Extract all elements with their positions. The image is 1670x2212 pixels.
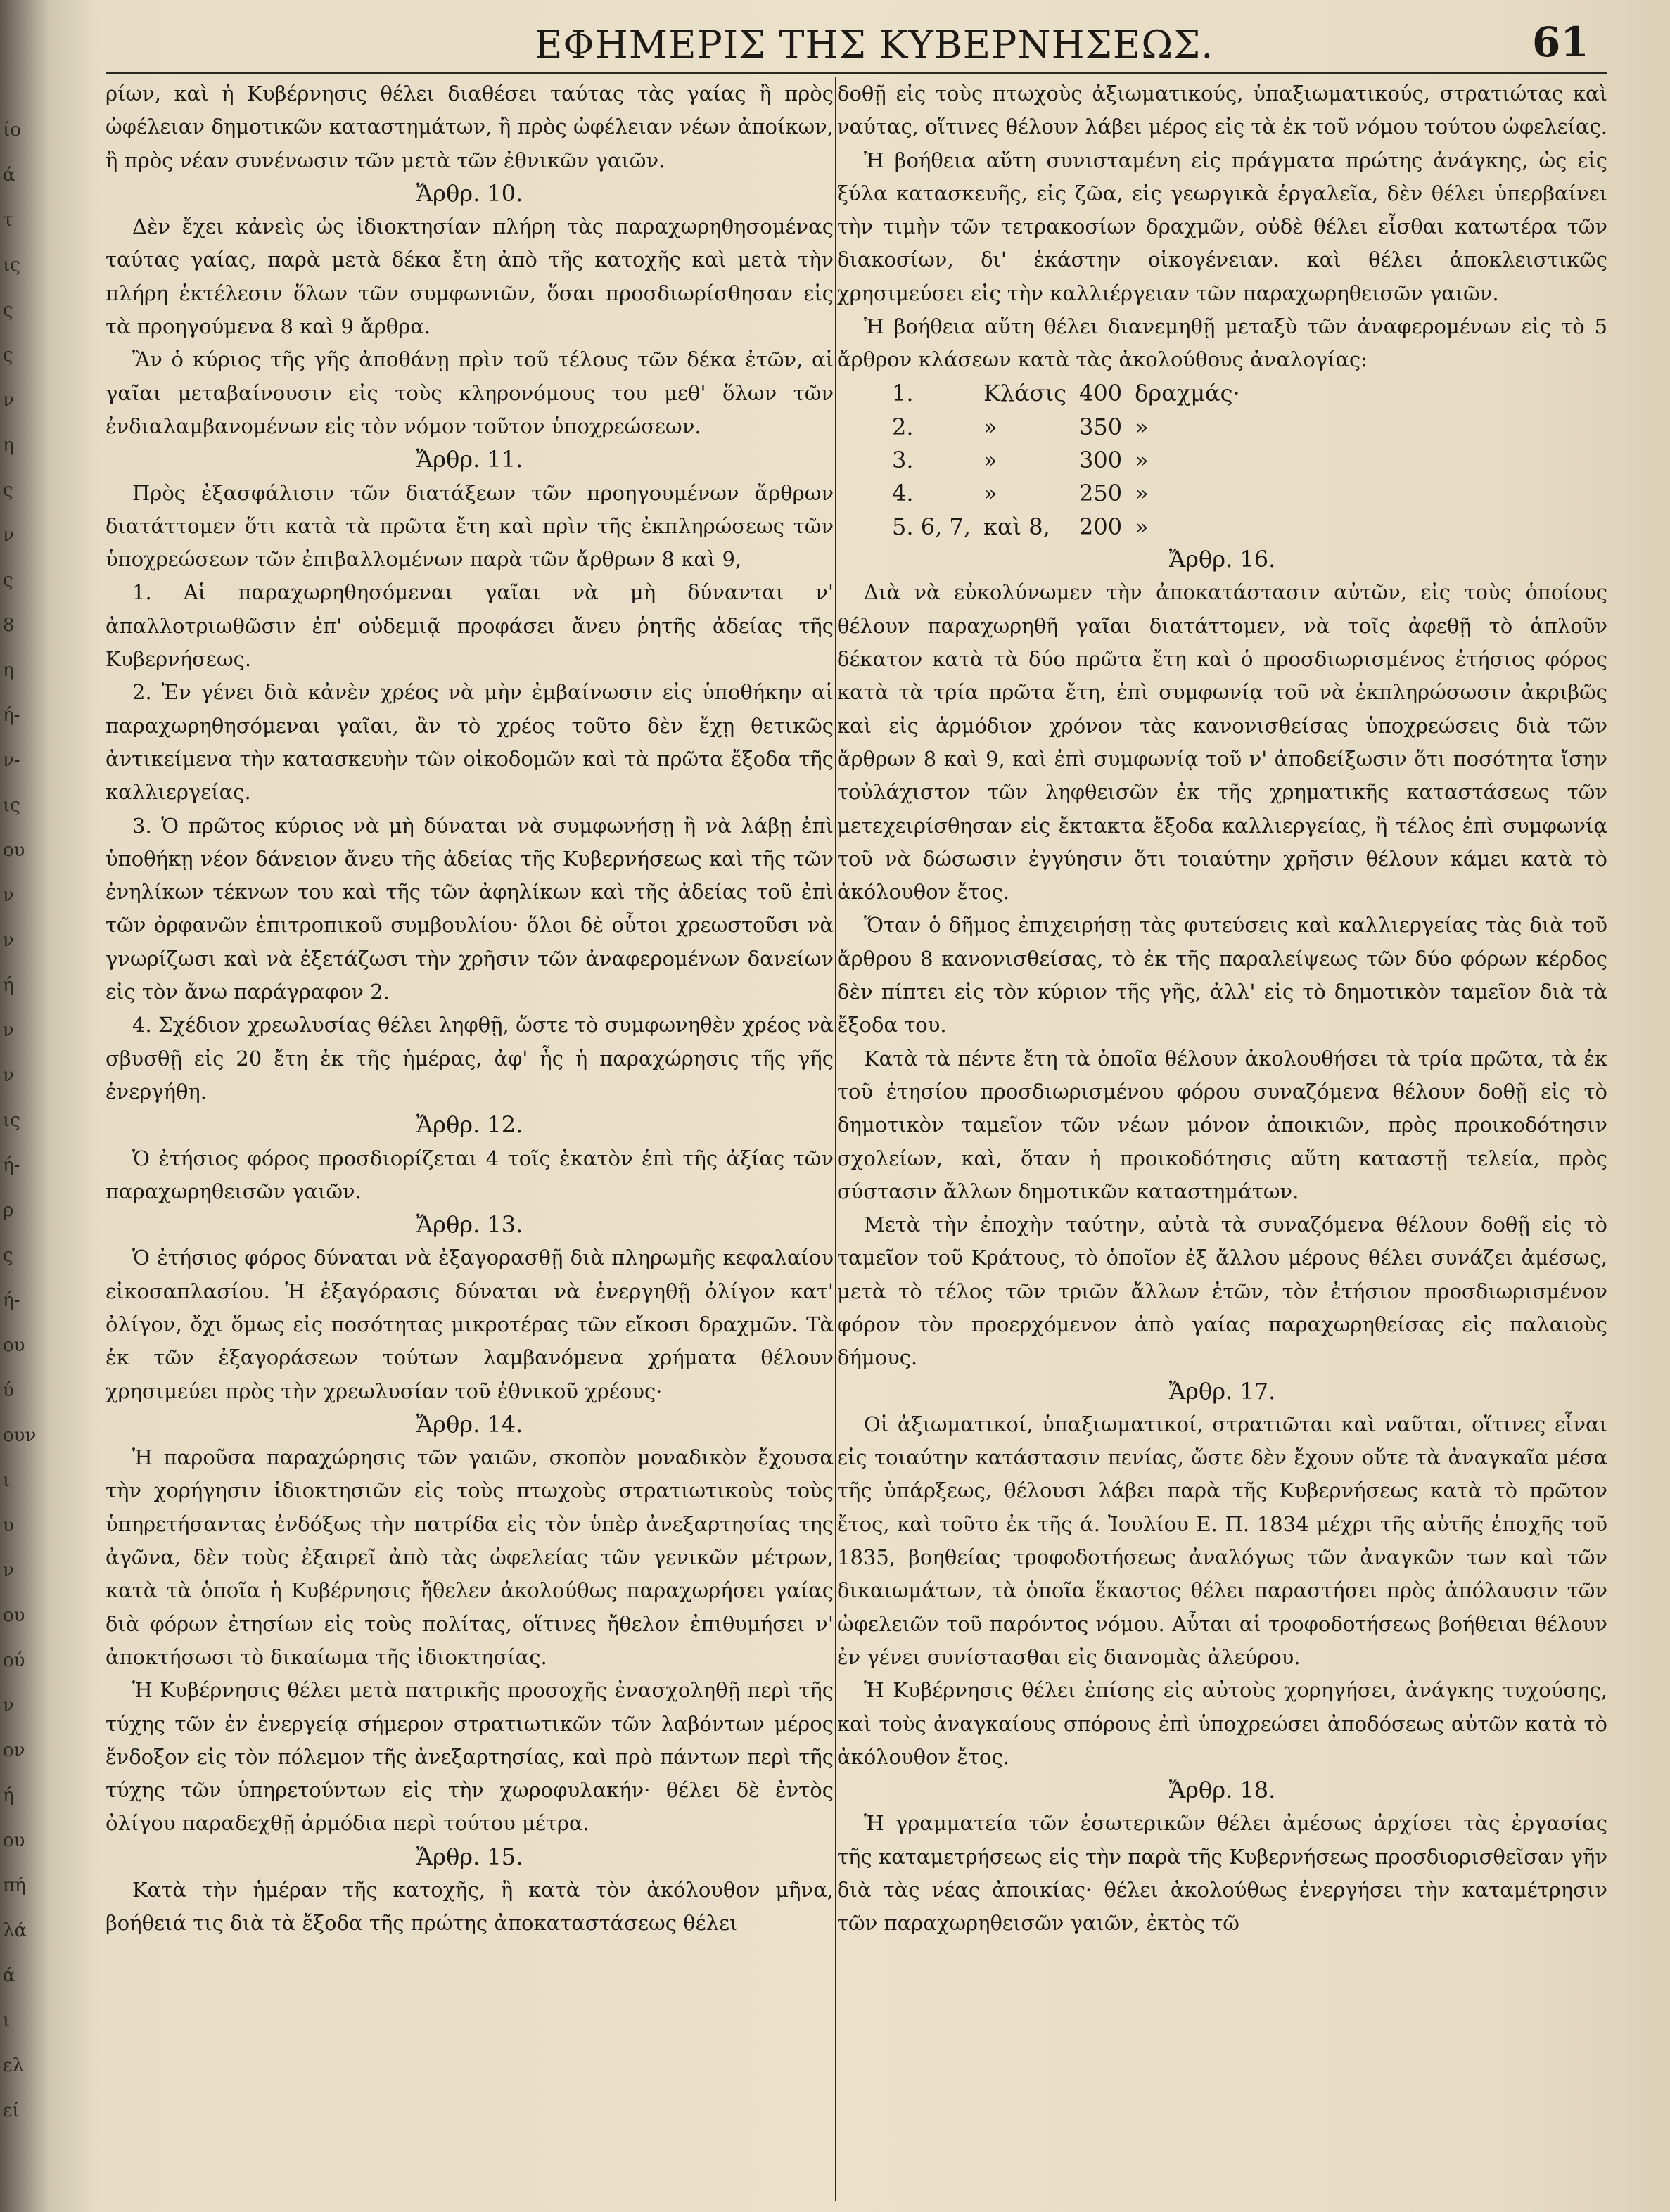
margin-fragment: ι — [3, 2010, 11, 2031]
rate-unit: » — [1135, 480, 1149, 507]
header-rule — [106, 72, 1607, 74]
right-column — [837, 77, 1607, 1941]
margin-fragment: ς — [3, 1245, 13, 1266]
rate-row — [892, 510, 1253, 543]
paragraph: Ἂν ὁ κύριος τῆς γῆς ἀποθάνῃ πρὶν τοῦ τέλους τῶν δέκα ἐτῶν, αἱ γαῖαι μεταβαίνουσιν εἰς τοὺς κληρονόμους του μεθ' ὅλων τῶν ἐνδιαλαμβανομένων εἰς τὸν νόμον τοῦτον ὑποχρεώσεων. — [106, 347, 834, 438]
rate-label: καὶ 8, — [983, 513, 1050, 540]
rate-num: 3. — [892, 446, 914, 473]
margin-fragment: 8 — [3, 615, 15, 636]
margin-fragment: ις — [3, 1110, 20, 1131]
article-heading: Ἄρθρ. 10. — [416, 179, 523, 207]
margin-fragment: ι — [3, 1470, 11, 1491]
article-heading: Ἄρθρ. 18. — [1168, 1777, 1276, 1804]
rates-table — [892, 377, 1253, 543]
margin-fragment: ά — [3, 165, 15, 186]
paragraph: Ἡ βοήθεια αὕτη συνισταμένη εἰς πράγματα πρώτης ἀνάγκης, ὡς εἰς ξύλα κατασκευῆς, εἰς ζῶα, εἰς γεωργικὰ ἐργαλεῖα, δὲν θέλει ὑπερβαίνει τὴν τιμὴν τῶν τετρακοσίων δραχμῶν, οὐδὲ θέλει εἶσθαι κατωτέρα τῶν διακοσίων, δι' ἑκάστην οἰκογένειαν. καὶ θέλει ἀποκλειστικῶς χρησιμεύσει εἰς τὴν καλλιέργειαν τῶν παραχωρηθεισῶν γαιῶν. — [837, 148, 1607, 305]
rate-label: Κλάσις — [983, 380, 1067, 407]
paragraph-continuation: ρίων, καὶ ἡ Κυβέρνησις θέλει διαθέσει ταύτας τὰς γαίας ἢ πρὸς ὠφέλειαν δημοτικῶν καταστημάτων, ἢ πρὸς ὠφέλειαν νέων ἀποίκων, ἢ πρὸς νέαν συνένωσιν τῶν μετὰ τῶν ἐθνικῶν γαιῶν. — [106, 82, 834, 172]
margin-fragment: ου — [3, 840, 25, 861]
margin-fragment: ς — [3, 345, 13, 366]
paragraph: Ὁ ἐτήσιος φόρος προσδιορίζεται 4 τοῖς ἑκατὸν ἐπὶ τῆς ἀξίας τῶν παραχωρηθεισῶν γαιῶν. — [106, 1146, 834, 1203]
page-number: 61 — [1532, 18, 1589, 66]
rate-row — [892, 443, 1253, 476]
paragraph: 2. Ἐν γένει διὰ κἀνὲν χρέος νὰ μὴν ἐμβαίνωσιν εἰς ὑποθήκην αἱ παραχωρηθησόμεναι γαῖαι, ἂν τὸ χρέος τοῦτο δὲν ἔχῃ θετικῶς ἀντικείμενα τὴν κατασκευὴν τῶν οἰκοδομῶν καὶ τὰ πρῶτα ἔξοδα τῆς καλλιεργείας. — [106, 680, 834, 805]
paragraph-continuation: δοθῇ εἰς τοὺς πτωχοὺς ἀξιωματικούς, ὑπαξιωματικούς, στρατιώτας καὶ ναύτας, οἵτινες θέλουν λάβει μέρος εἰς τὰ ἐκ τοῦ νόμου τούτου ὠφελείας. — [837, 82, 1607, 139]
rate-amount: 250 — [1079, 480, 1123, 507]
margin-fragment: ή- — [3, 1290, 20, 1311]
rate-num: 4. — [892, 480, 914, 507]
rate-amount: 400 — [1079, 380, 1123, 407]
margin-fragment: ς — [3, 480, 13, 501]
paragraph: Ἡ Κυβέρνησις θέλει ἐπίσης εἰς αὐτοὺς χορηγήσει, ἀνάγκης τυχούσης, καὶ τοὺς ἀναγκαίους σπόρους ἐπὶ ὑποχρεώσει ἀποδόσεως αὐτῶν κατὰ τὸ ἀκόλουθον ἔτος. — [837, 1678, 1607, 1769]
margin-fragment: ν — [3, 885, 14, 906]
margin-fragment: ύ — [3, 1380, 14, 1401]
article-heading: Ἄρθρ. 15. — [416, 1843, 523, 1870]
paragraph: Ἡ γραμματεία τῶν ἐσωτερικῶν θέλει ἀμέσως ἀρχίσει τὰς ἐργασίας τῆς καταμετρήσεως εἰς τὴν παρὰ τῆς Κυβερνήσεως προσδιορισθεῖσαν γῆν διὰ τὰς νέας ἀποικίας· θέλει ἀκολούθως ἐνεργήσει τὴν καταμέτρησιν τῶν παραχωρηθεισῶν γαιῶν, ἐκτὸς τῶ — [837, 1811, 1607, 1936]
margin-fragment: ου — [3, 1830, 25, 1851]
left-column — [106, 77, 834, 1941]
paragraph: Κατὰ τὰ πέντε ἔτη τὰ ὁποῖα θέλουν ἀκολουθήσει τὰ τρία πρῶτα, τὰ ἐκ τοῦ ἐτησίου προσδιωρισμένου φόρου συναζόμενα θέλουν δοθῇ εἰς τὸ δημοτικὸν ταμεῖον τῶν νέων μόνον ἀποικιῶν, πρὸς προικοδότησιν σχολείων, καὶ, ὅταν ἡ προικοδότησις αὕτη καταστῇ τελεία, πρὸς σύστασιν ἄλλων δημοτικῶν καταστημάτων. — [837, 1046, 1607, 1203]
margin-fragment: εί — [3, 2100, 20, 2121]
paragraph: 1. Αἱ παραχωρηθησόμεναι γαῖαι νὰ μὴ δύνανται ν' ἀπαλλοτριωθῶσιν ἐπ' οὐδεμιᾷ προφάσει ἄνευ ῥητῆς ἀδείας τῆς Κυβερνήσεως. — [106, 580, 834, 672]
margin-fragment: ν — [3, 1065, 14, 1086]
right-column-upper — [837, 77, 1607, 377]
margin-fragment: ς — [3, 300, 13, 321]
margin-fragment: ις — [3, 795, 20, 816]
margin-fragment: πή — [3, 1875, 26, 1896]
margin-fragment: ις — [3, 255, 20, 276]
paragraph: Οἱ ἀξιωματικοί, ὑπαξιωματικοί, στρατιῶται καὶ ναῦται, οἵτινες εἶναι εἰς τοιαύτην κατάστασιν πενίας, ὥστε δὲν ἔχουν οὔτε τὰ ἀναγκαῖα μέσα τῆς ὑπάρξεως, θέλουσι λάβει παρὰ τῆς Κυβερνήσεως κατὰ τὸ πρῶτον ἔτος, καὶ τοῦτο ἐκ τῆς ά. Ἰουλίου Ε. Π. 1834 μέχρι τῆς αὐτῆς ἐποχῆς τοῦ 1835, βοηθείας τροφοδοτήσεως ἀναλόγως τῶν ἀναγκῶν των καὶ τῶν δικαιωμάτων, τὰ ὁποῖα ἕκαστος θέλει παραστήσει πρὸς ἀπόλαυσιν τῶν ὠφελειῶν τοῦ παρόντος νόμου. Αὗται αἱ τροφοδοτήσεως βοήθειαι θέλουν ἐν γένει συνίστασθαι εἰς διανομὰς ἀλεύρου. — [837, 1412, 1607, 1669]
margin-fragment: ού — [3, 1650, 25, 1671]
rate-unit: » — [1135, 513, 1149, 540]
rate-row — [892, 410, 1253, 443]
paragraph: 4. Σχέδιον χρεωλυσίας θέλει ληφθῇ, ὥστε τὸ συμφωνηθὲν χρέος νὰ σβυσθῇ εἰς 20 ἔτη ἐκ τῆς ἡμέρας, ἀφ' ἧς ἡ παραχώρησις τῆς γῆς ἐνεργήθη. — [106, 1013, 834, 1104]
margin-fragment: η — [3, 660, 14, 681]
article-heading: Ἄρθρ. 13. — [416, 1211, 523, 1239]
rate-label: » — [983, 446, 997, 473]
paragraph: Διὰ νὰ εὐκολύνωμεν τὴν ἀποκατάστασιν αὐτῶν, εἰς τοὺς ὁποίους θέλουν παραχωρηθῆ γαῖαι διατάττομεν, νὰ τοῖς ἀφεθῇ τὸ ἁπλοῦν δέκατον κατὰ τὰ δύο πρῶτα ἔτη καὶ ὁ προσδιωρισμένος ἐτήσιος φόρος κατὰ τὰ τρία πρῶτα ἔτη, ἐπὶ συμφωνίᾳ τοῦ νὰ ἐκπληρώσωσιν ἀκριβῶς καὶ εἰς ἁρμόδιον χρόνον τὰς κανονισθείσας ὑποχρεώσεις διὰ τῶν ἄρθρων 8 καὶ 9, καὶ ἐπὶ συμφωνίᾳ τοῦ ν' ἀποδείξωσιν ὅτι ποσότητα ἴσην τοὐλάχιστον τῶν ληφθεισῶν ἐκ τῆς χρηματικῆς καταστάσεως τῶν μετεχειρίσθησαν εἰς ἔκτακτα ἔξοδα καλλιεργείας, ἢ τέλος ἐπὶ συμφωνίᾳ τοῦ νὰ δώσωσιν ἐγγύησιν ὅτι τοιαύτην χρῆσιν θέλουν κάμει κατὰ τὸ ἀκόλουθον ἔτος. — [837, 580, 1607, 904]
rate-amount: 300 — [1079, 446, 1123, 473]
margin-fragment: ν — [3, 390, 14, 411]
rate-unit: » — [1135, 413, 1149, 440]
margin-fragment: ου — [3, 1335, 25, 1356]
margin-fragment: ν — [3, 1020, 14, 1041]
margin-fragment: ον — [3, 1740, 25, 1761]
left-margin-fragments — [0, 0, 42, 2212]
margin-fragment: ή — [3, 1785, 14, 1806]
rate-num: 5. 6, 7, — [892, 513, 971, 540]
paragraph: Ἡ βοήθεια αὕτη θέλει διανεμηθῇ μεταξὺ τῶν ἀναφερομένων εἰς τὸ 5 ἄρθρον κλάσεων κατὰ τὰς ἀκολούθους ἀναλογίας: — [837, 314, 1607, 372]
rate-num: 2. — [892, 413, 914, 440]
margin-fragment: η — [3, 435, 14, 456]
margin-fragment: ν- — [3, 750, 20, 771]
paragraph: Ἡ παροῦσα παραχώρησις τῶν γαιῶν, σκοπὸν μοναδικὸν ἔχουσα τὴν χορήγησιν ἰδιοκτησιῶν εἰς τοὺς πτωχοὺς στρατιωτικοὺς τοὺς ὑπηρετήσαντας ἐνδόξως τὴν πατρίδα εἰς τὸν ὑπὲρ ἀνεξαρτησίας της ἀγῶνα, δὲν τοὺς ἐξαιρεῖ ἀπὸ τὰς ὠφελείας τῶν γενικῶν μέτρων, κατὰ τὰ ὁποῖα ἡ Κυβέρνησις ἤθελεν ἀκολούθως παραχωρήσει γαίας διὰ φόρων ἐτησίων εἰς τοὺς πολίτας, οἵτινες ἤθελον ἐπιθυμήσει ν' ἀποκτήσωσι τὸ δικαίωμα τῆς ἰδιοκτησίας. — [106, 1445, 834, 1669]
margin-fragment: ουν — [3, 1425, 37, 1446]
rate-label: » — [983, 480, 997, 507]
margin-fragment: υ — [3, 1515, 14, 1536]
margin-fragment: ρ — [3, 1200, 14, 1221]
rate-unit: δραχμάς· — [1135, 380, 1240, 407]
margin-fragment: ελ — [3, 2055, 24, 2076]
margin-fragment: ς — [3, 570, 13, 591]
margin-fragment: ή- — [3, 1155, 20, 1176]
paragraph: Πρὸς ἐξασφάλισιν τῶν διατάξεων τῶν προηγουμένων ἄρθρων διατάττομεν ὅτι κατὰ τὰ πρῶτα ἔτη καὶ πρὶν τῆς ἐκπληρώσεως τῶν ὑποχρεώσεων τῶν ἐπιβαλλομένων παρὰ τῶν ἄρθρων 8 καὶ 9, — [106, 480, 834, 572]
rate-row — [892, 477, 1253, 510]
paragraph: Δὲν ἔχει κἀνεὶς ὡς ἰδιοκτησίαν πλήρη τὰς παραχωρηθησομένας ταύτας γαίας, παρὰ μετὰ δέκα ἔτη ἀπὸ τῆς κατοχῆς καὶ μετὰ τὴν πλήρη ἐκτέλεσιν ὅλων τῶν συμφωνιῶν, ὅσαι προσδιωρίσθησαν εἰς τὰ προηγούμενα 8 καὶ 9 ἄρθρα. — [106, 215, 834, 339]
margin-fragment: ου — [3, 1605, 25, 1626]
article-heading: Ἄρθρ. 12. — [416, 1111, 523, 1139]
article-heading: Ἄρθρ. 17. — [1168, 1377, 1276, 1405]
margin-fragment: ν — [3, 1560, 14, 1581]
column-divider — [835, 77, 836, 2201]
article-heading: Ἄρθρ. 14. — [416, 1410, 523, 1438]
margin-fragment: λά — [3, 1920, 27, 1941]
rate-unit: » — [1135, 446, 1149, 473]
margin-fragment: ν — [3, 525, 14, 546]
margin-fragment: τ — [3, 210, 13, 231]
paragraph: Ὁ ἐτήσιος φόρος δύναται νὰ ἐξαγορασθῇ διὰ πληρωμῆς κεφαλαίου εἰκοσαπλασίου. Ἡ ἐξαγόρασις δύναται νὰ ἐνεργηθῇ ὀλίγον κατ' ὀλίγον, ὄχι ὅμως εἰς ποσότητας μικροτέρας τῶν εἴκοσι δραχμῶν. Τὰ ἐκ τῶν ἐξαγοράσεων τούτων λαμβανόμενα χρήματα θέλουν χρησιμεύει πρὸς τὴν χρεωλυσίαν τοῦ ἐθνικοῦ χρέους· — [106, 1246, 834, 1403]
rate-row — [892, 377, 1253, 410]
rate-label: » — [983, 413, 997, 440]
page-header-title: ΕΦΗΜΕΡΙΣ ΤΗΣ ΚΥΒΕΡΝΗΣΕΩΣ. — [535, 23, 1214, 67]
margin-fragment: ή- — [3, 705, 20, 726]
rate-num: 1. — [892, 380, 914, 407]
right-column-lower — [837, 543, 1607, 1940]
margin-fragment: ν — [3, 1695, 14, 1716]
margin-fragment: ίο — [3, 120, 21, 141]
paragraph: Ἡ Κυβέρνησις θέλει μετὰ πατρικῆς προσοχῆς ἐνασχοληθῇ περὶ τῆς τύχης τῶν ἐν ἐνεργείᾳ σήμερον στρατιωτικῶν τῶν λαβόντων μέρος ἔνδοξον εἰς τὸν πόλεμον τῆς ἀνεξαρτησίας, καὶ πρὸ πάντων περὶ τῆς τύχης τῶν ὑπηρετούντων εἰς τὴν χωροφυλακήν· θέλει δὲ ἐντὸς ὀλίγου παραδεχθῇ ἁρμόδια περὶ τούτου μέτρα. — [106, 1678, 834, 1836]
paragraph: Ὅταν ὁ δῆμος ἐπιχειρήσῃ τὰς φυτεύσεις καὶ καλλιεργείας τὰς διὰ τοῦ ἄρθρου 8 κανονισθείσας, τὸ ἐκ τῆς παραλείψεως τῶν δύο φόρων κέρδος δὲν πίπτει εἰς τὸν κύριον τῆς γῆς, ἀλλ' εἰς τὸ δημοτικὸν ταμεῖον διὰ τὰ ἔξοδα του. — [837, 913, 1607, 1037]
rate-amount: 350 — [1079, 413, 1123, 440]
margin-fragment: ή — [3, 975, 14, 996]
rate-amount: 200 — [1079, 513, 1123, 540]
margin-fragment: ά — [3, 1965, 15, 1986]
paragraph: Κατὰ τὴν ἡμέραν τῆς κατοχῆς, ἢ κατὰ τὸν ἀκόλουθον μῆνα, βοήθειά τις διὰ τὰ ἔξοδα τῆς πρώτης ἀποκαταστάσεως θέλει — [106, 1878, 834, 1936]
margin-fragment: ν — [3, 930, 14, 951]
article-heading: Ἄρθρ. 16. — [1168, 546, 1276, 573]
paragraph: 3. Ὁ πρῶτος κύριος νὰ μὴ δύναται νὰ συμφωνήσῃ ἢ νὰ λάβῃ ἐπὶ ὑποθήκῃ νέον δάνειον ἄνευ τῆς ἀδείας τῆς Κυβερνήσεως καὶ τῆς τῶν ἐνηλίκων τέκνων του καὶ τῆς τῶν ἀφηλίκων καὶ τῆς ἀδείας τοῦ ἐπὶ τῶν ὀρφανῶν ἐπιτροπικοῦ συμβουλίου· ὅλοι δὲ οὗτοι χρεωστοῦσι νὰ γνωρίζωσι καὶ νὰ ἐξετάζωσι τὴν χρῆσιν τῶν ἀναφερομένων δανείων εἰς τὸν ἄνω παράγραφον 2. — [106, 813, 834, 1004]
paragraph: Μετὰ τὴν ἐποχὴν ταύτην, αὐτὰ τὰ συναζόμενα θέλουν δοθῇ εἰς τὸ ταμεῖον τοῦ Κράτους, τὸ ὁποῖον ἐξ ἄλλου μέρους θέλει συνάζει ἀμέσως, μετὰ τὸ τέλος τῶν τριῶν ἄλλων ἐτῶν, τὸν ἐτήσιον προσδιωρισμένον φόρον τὸν προερχόμενον ἀπὸ γαίας παραχωρηθείσας εἰς παλαιοὺς δήμους. — [837, 1213, 1607, 1370]
article-heading: Ἄρθρ. 11. — [416, 446, 523, 473]
